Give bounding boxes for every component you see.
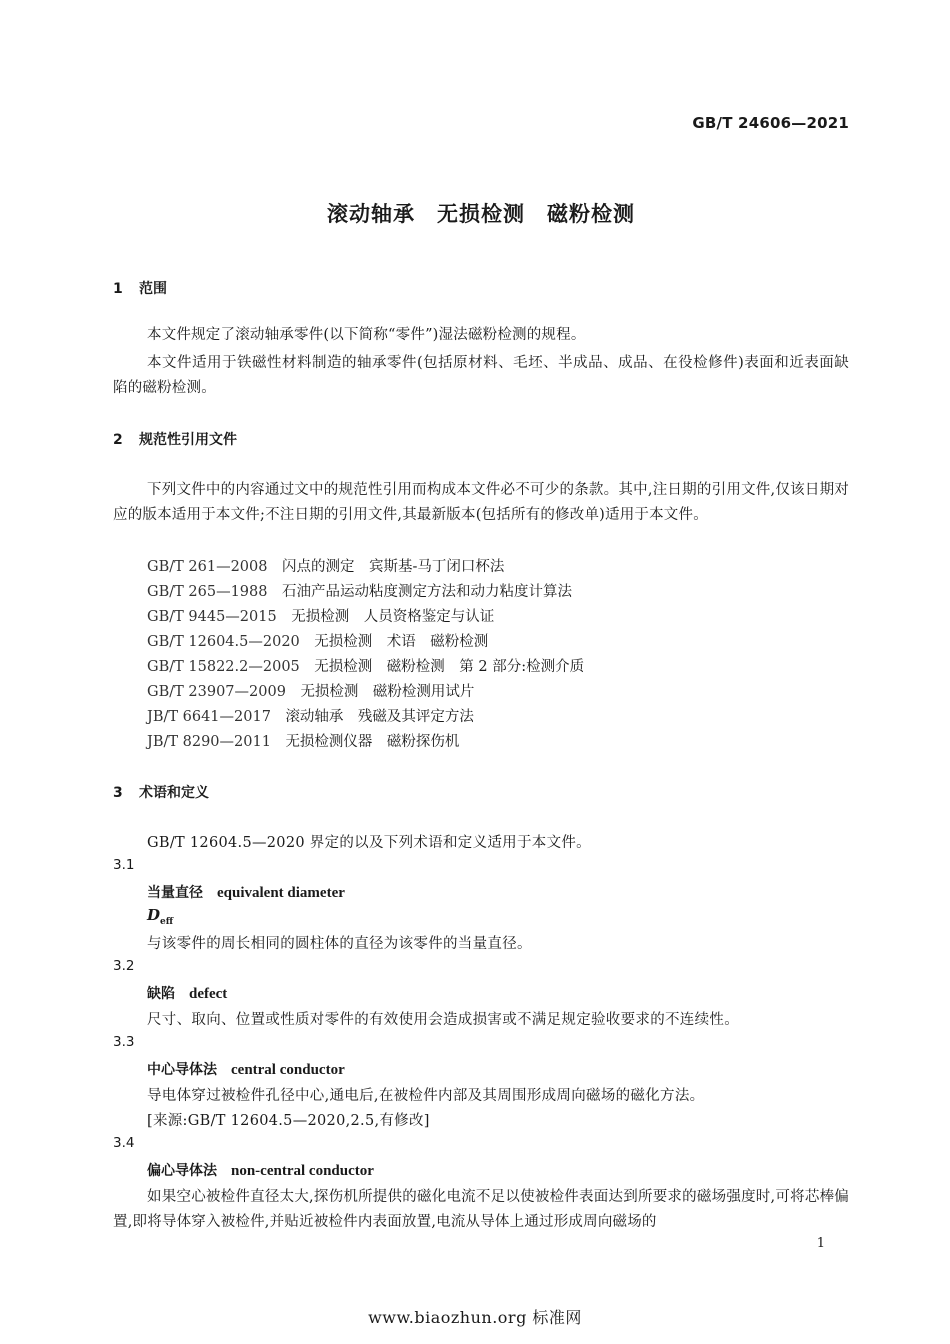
section-2-paragraph: 下列文件中的内容通过文中的规范性引用而构成本文件必不可少的条款。其中,注日期的引用文件,仅该日期对应的版本适用于本文件;不注日期的引用文件,其最新版本(包括所有的修改单)适用于本文件。 <box>113 482 849 523</box>
reference-code: GB/T 23907—2009 <box>147 684 286 700</box>
reference-title: 滚动轴承 残磁及其评定方法 <box>285 709 474 725</box>
term-heading <box>147 882 345 902</box>
section-2-heading <box>113 429 237 449</box>
term-en: central conductor <box>231 1062 345 1078</box>
term-heading <box>147 983 227 1003</box>
symbol-letter: D <box>147 906 161 924</box>
reference-code: JB/T 6641—2017 <box>147 709 271 725</box>
term-heading <box>147 1160 374 1180</box>
term-definition: 与该零件的周长相同的圆柱体的直径为该零件的当量直径。 <box>147 936 532 952</box>
reference-item <box>147 680 474 701</box>
term-zh: 当量直径 <box>147 885 203 901</box>
section-title: 范围 <box>139 281 167 297</box>
term-zh: 偏心导体法 <box>147 1163 217 1179</box>
term-definition: 尺寸、取向、位置或性质对零件的有效使用会造成损害或不满足规定验收要求的不连续性。 <box>147 1012 739 1028</box>
reference-title: 石油产品运动粘度测定方法和动力粘度计算法 <box>281 584 572 600</box>
page-number: 1 <box>816 1236 825 1251</box>
term-symbol <box>147 906 173 927</box>
term-definition: 如果空心被检件直径太大,探伤机所提供的磁化电流不足以使被检件表面达到所要求的磁场强度时,可将芯棒偏置,即将导体穿入被检件,并贴近被检件内表面放置,电流从导体上通过形成周向磁场的 <box>113 1189 849 1230</box>
reference-title: 无损检测仪器 磁粉探伤机 <box>285 734 460 750</box>
standard-code: GB/T 24606—2021 <box>692 114 849 132</box>
term-en: non-central conductor <box>231 1163 374 1179</box>
section-number: 3 <box>113 785 123 801</box>
term-number: 3.1 <box>113 857 135 873</box>
section-number: 1 <box>113 281 123 297</box>
reference-item <box>147 580 572 601</box>
section-number: 2 <box>113 432 123 448</box>
reference-code: GB/T 265—1988 <box>147 584 268 600</box>
reference-title: 无损检测 术语 磁粉检测 <box>314 634 489 650</box>
section-1-paragraph-1: 本文件规定了滚动轴承零件(以下简称“零件”)湿法磁粉检测的规程。 <box>147 327 586 343</box>
reference-item <box>147 730 459 751</box>
reference-code: JB/T 8290—2011 <box>147 734 271 750</box>
section-3-intro: GB/T 12604.5—2020 界定的以及下列术语和定义适用于本文件。 <box>147 835 591 851</box>
reference-code: GB/T 12604.5—2020 <box>147 634 300 650</box>
term-zh: 中心导体法 <box>147 1062 217 1078</box>
reference-code: GB/T 9445—2015 <box>147 609 277 625</box>
section-3-heading <box>113 782 209 802</box>
term-zh: 缺陷 <box>147 986 175 1002</box>
section-1-paragraph-2: 本文件适用于铁磁性材料制造的轴承零件(包括原材料、毛坯、半成品、成品、在役检修件)表面和近表面缺陷的磁粉检测。 <box>113 355 849 396</box>
reference-item <box>147 555 504 576</box>
symbol-subscript: eff <box>160 917 174 927</box>
section-title: 术语和定义 <box>139 785 209 801</box>
term-en: defect <box>189 986 228 1002</box>
term-number: 3.2 <box>113 958 135 974</box>
term-number: 3.3 <box>113 1034 135 1050</box>
reference-title: 无损检测 人员资格鉴定与认证 <box>291 609 495 625</box>
reference-item <box>147 655 584 676</box>
reference-item <box>147 705 474 726</box>
document-title: 滚动轴承 无损检测 磁粉检测 <box>327 202 635 226</box>
term-source: [来源:GB/T 12604.5—2020,2.5,有修改] <box>147 1113 430 1129</box>
term-definition: 导电体穿过被检件孔径中心,通电后,在被检件内部及其周围形成周向磁场的磁化方法。 <box>147 1088 705 1104</box>
reference-item <box>147 630 488 651</box>
reference-title: 无损检测 磁粉检测用试片 <box>300 684 475 700</box>
site-watermark: www.biaozhun.org 标准网 <box>368 1308 582 1327</box>
reference-code: GB/T 15822.2—2005 <box>147 659 300 675</box>
term-heading <box>147 1059 345 1079</box>
reference-title: 无损检测 磁粉检测 第 2 部分:检测介质 <box>314 659 585 675</box>
section-1-heading <box>113 278 167 298</box>
term-number: 3.4 <box>113 1135 135 1151</box>
reference-code: GB/T 261—2008 <box>147 559 268 575</box>
reference-item <box>147 605 494 626</box>
section-title: 规范性引用文件 <box>139 432 237 448</box>
reference-title: 闪点的测定 宾斯基-马丁闭口杯法 <box>281 559 505 575</box>
term-en: equivalent diameter <box>217 885 345 901</box>
